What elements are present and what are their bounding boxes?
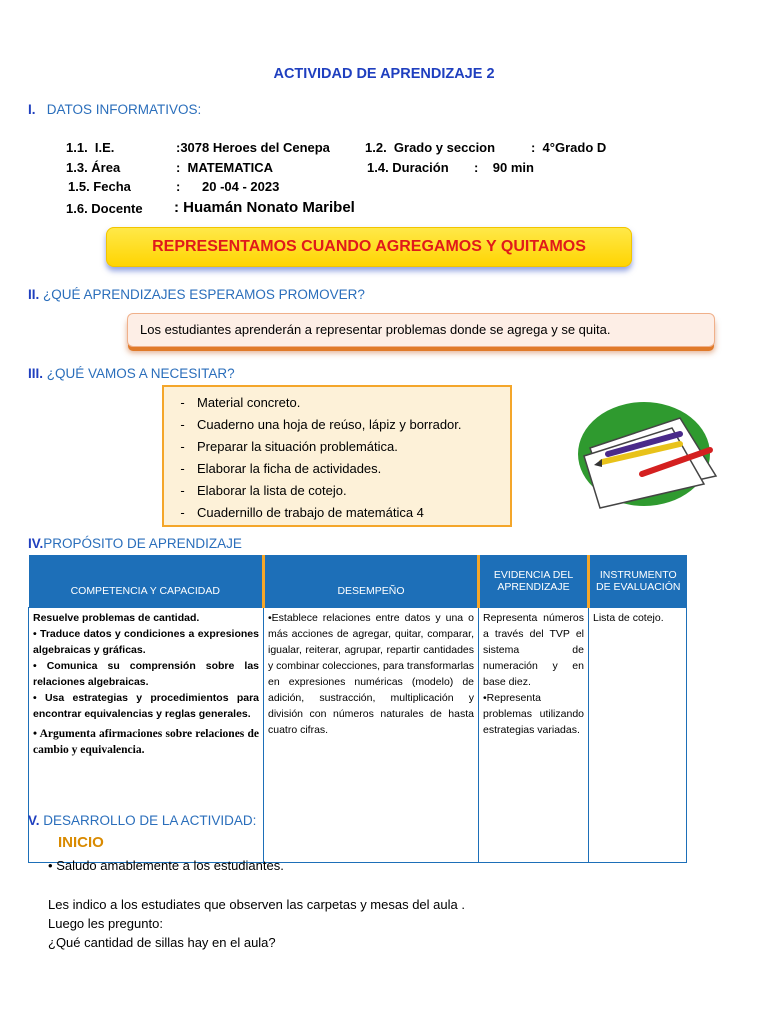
material-text: Cuaderno una hoja de reúso, lápiz y borrador. [197,417,462,432]
duracion-label: 1.4. Duración [367,160,449,175]
section-necesitar [28,366,235,381]
desempeno-cell: •Establece relaciones entre datos y una o más acciones de agregar, quitar, comparar, igualar, reiterar, agrupar, repartir cantidades y combinar colecciones, para transformarlas en expresiones numéricas (modelo) de adición, sustracción, multiplicación y división con números naturales de hasta cuatro cifras. [264,607,479,862]
duracion-value: : 90 min [474,160,534,175]
area-label: 1.3. Área [66,160,121,175]
competencia-title: Resuelve problemas de cantidad. [33,611,200,624]
ie-label: 1.1. I.E. [66,140,115,155]
dash-bullet: - [180,417,185,432]
section-label: ¿QUÉ VAMOS A NECESITAR? [46,366,235,381]
document-title: ACTIVIDAD DE APRENDIZAJE 2 [273,66,495,82]
material-text: Cuadernillo de trabajo de matemática 4 [197,505,424,520]
header-evidencia: EVIDENCIA DEL APRENDIZAJE [479,555,589,607]
list-item [164,414,510,436]
inicio-heading: INICIO [58,834,104,851]
area-value: : MATEMATICA [176,160,273,175]
instruction-line: Les indico a los estudiates que observen las carpetas y mesas del aula . [48,897,465,912]
question-intro-line: Luego les pregunto: [48,916,163,931]
material-text: Elaborar la ficha de actividades. [197,461,382,476]
section-label: DESARROLLO DE LA ACTIVIDAD: [43,813,257,828]
section-desarrollo [28,813,256,828]
docente-value: : Huamán Nonato Maribel [174,199,355,216]
list-item [164,480,510,502]
ie-value: :3078 Heroes del Cenepa [176,140,330,155]
section-aprendizajes [28,287,365,302]
dash-bullet: - [180,395,185,410]
header-instrumento: INSTRUMENTO DE EVALUACIÓN [589,555,687,607]
docente-label: 1.6. Docente [66,201,143,216]
grado-value: : 4°Grado D [531,140,607,155]
activity-title-banner: REPRESENTAMOS CUANDO AGREGAMOS Y QUITAMOS [106,227,632,267]
dash-bullet: - [180,461,185,476]
bullet-icon: • [48,858,53,873]
question-line: ¿Qué cantidad de sillas hay en el aula? [48,935,276,950]
list-item [164,502,510,524]
capacidad-item: • Usa estrategias y procedimientos para encontrar equivalencias y reglas generales. [33,691,259,720]
material-text: Preparar la situación problemática. [197,439,398,454]
list-item [164,458,510,480]
section-number: III. [28,366,44,381]
fecha-label: 1.5. Fecha [68,179,131,194]
section-number: I. [28,102,36,117]
list-item [164,436,510,458]
instrumento-cell: Lista de cotejo. [589,607,687,862]
materials-box [162,385,512,527]
paper-and-pencils-icon [568,396,720,510]
materials-list [164,387,510,524]
greeting-text: Saludo amablemente a los estudiantes. [56,858,284,873]
evidencia-item: •Representa problemas utilizando estrategias variadas. [483,691,584,736]
list-item [164,392,510,414]
capacidad-item: • Comunica su comprensión sobre las relaciones algebraicas. [33,659,259,688]
capacidad-item: • Argumenta afirmaciones sobre relaciones de cambio y equivalencia. [33,727,259,756]
evidencia-cell [479,607,589,862]
section-label: PROPÓSITO DE APRENDIZAJE [43,536,242,551]
grado-label: 1.2. Grado y seccion [365,140,496,155]
greeting-line [48,858,284,873]
dash-bullet: - [180,439,185,454]
header-desempeno: DESEMPEÑO [264,555,479,607]
section-label: ¿QUÉ APRENDIZAJES ESPERAMOS PROMOVER? [43,287,365,302]
evidencia-item: Representa números a través del TVP el sistema de numeración y en base diez. [483,611,584,688]
section-number: IV. [28,536,44,551]
table-header-row [29,555,687,607]
capacidad-item: • Traduce datos y condiciones a expresiones algebraicas y gráficas. [33,627,259,656]
section-number: V. [28,813,40,828]
section-label: DATOS INFORMATIVOS: [46,102,202,117]
dash-bullet: - [180,483,185,498]
header-competencia: COMPETENCIA Y CAPACIDAD [29,555,264,607]
section-proposito [28,536,242,551]
material-text: Elaborar la lista de cotejo. [197,483,347,498]
learning-goal-box: Los estudiantes aprenderán a representar problemas donde se agrega y se quita. [127,313,715,347]
material-text: Material concreto. [197,395,301,410]
section-number: II. [28,287,40,302]
dash-bullet: - [180,505,185,520]
section-datos-informativos [28,102,201,117]
fecha-value: : 20 -04 - 2023 [176,179,280,194]
